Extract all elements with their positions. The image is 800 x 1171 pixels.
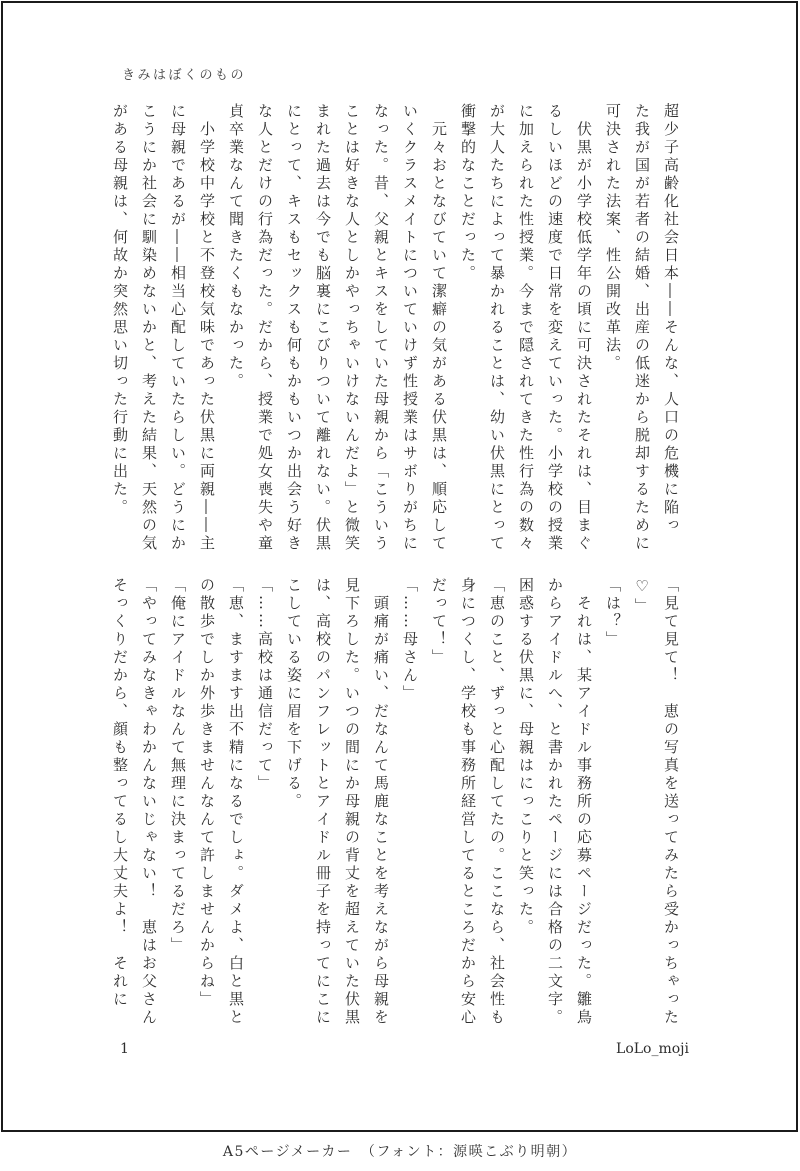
text-line: からアイドルへ、と書かれたページには合格の二文字。 <box>546 577 564 1027</box>
text-line: がある母親は、何故か突然思い切った行動に出た。 <box>111 103 129 517</box>
text-line: にとって、キスもセックスも何もかもいつか出会う好き <box>285 103 303 553</box>
text-line: それは、某アイドル事務所の応募ページだった。雛鳥 <box>575 577 593 1027</box>
caption-text: A5ページメーカー （フォント：源暎こぶり明朝） <box>222 1144 578 1160</box>
text-line: 「やってみなきゃわかんないじゃない！ 恵はお父さん <box>140 577 158 1027</box>
text-line: こうにか社会に馴染めないかと、考えた結果、天然の気 <box>140 103 158 553</box>
text-line: 身につくし、学校も事務所経営してるところだから安心 <box>459 577 477 1027</box>
page-frame <box>1 1 798 1132</box>
text-line: 困惑する伏黒に、母親はにっこりと笑った。 <box>517 577 535 937</box>
text-line: 「恵、ますます出不精になるでしょ。ダメよ、白と黒と <box>227 577 245 1027</box>
text-line: 元々おとなびていて潔癖の気がある伏黒は、順応して <box>430 103 448 553</box>
text-line: こしている姿に眉を下げる。 <box>285 577 303 811</box>
text-line: に加えられた性授業。今まで隠されてきた性行為の数々 <box>517 103 535 553</box>
text-line: は、高校のパンフレットとアイドル冊子を持ってにこに <box>314 577 332 1027</box>
text-line: るしいほどの速度で日常を変えていった。小学校の授業 <box>546 103 564 553</box>
text-line: 「恵のこと、ずっと心配してたの。ここなら、社会性も <box>488 577 506 1027</box>
text-line: 「俺にアイドルなんて無理に決まってるだろ」 <box>169 577 187 955</box>
text-block-lower <box>105 577 685 1031</box>
text-line: まれた過去は今でも脳裏にこびりついて離れない。伏黒 <box>314 103 332 553</box>
text-line: 「……母さん」 <box>401 577 419 703</box>
text-line: の散歩でしか外歩きませんなんて許しませんからね」 <box>198 577 216 1009</box>
text-line: そっくりだから、顔も整ってるし大丈夫よ！ それに <box>111 577 129 1009</box>
text-line: た我が国が若者の結婚、出産の低迷から脱却するために <box>633 103 651 553</box>
text-line: 伏黒が小学校低学年の頃に可決されたそれは、目まぐ <box>575 103 593 553</box>
text-block-upper <box>105 103 685 557</box>
caption-bar <box>0 1138 800 1171</box>
text-line: 超少子高齢化社会日本――そんな、人口の危機に陥っ <box>662 103 680 535</box>
running-header-title: きみはぼくのもの <box>122 68 247 83</box>
text-line: いくクラスメイトについていけず性授業はサボりがちに <box>401 103 419 553</box>
text-line: だって！」 <box>430 577 448 667</box>
text-line: 小学校中学校と不登校気味であった伏黒に両親――主 <box>198 103 216 553</box>
text-line: ことは好きな人としかやっちゃいけないんだよ」と微笑 <box>343 103 361 553</box>
author-credit: LoLo_moji <box>616 1041 689 1057</box>
page-number: 1 <box>120 1041 129 1057</box>
text-line: 貞卒業なんて聞きたくもなかった。 <box>227 103 245 391</box>
text-line: 衝撃的なことだった。 <box>459 103 477 283</box>
text-line: 「は？」 <box>604 577 622 649</box>
text-line: 「見て見て！ 恵の写真を送ってみたら受かっちゃった <box>662 577 680 1027</box>
text-line: ♡」 <box>633 577 651 616</box>
text-line: 「……高校は通信だって」 <box>256 577 274 793</box>
text-line: なった。昔、父親とキスをしていた母親から「こういう <box>372 103 390 553</box>
text-line: 見下ろした。いつの間にか母親の背丈を超えていた伏黒 <box>343 577 361 1027</box>
text-line: 頭痛が痛い、だなんて馬鹿なことを考えながら母親を <box>372 577 390 1027</box>
text-line: 可決された法案、性公開改革法。 <box>604 103 622 373</box>
text-line: な人とだけの行為だった。だから、授業で処女喪失や童 <box>256 103 274 553</box>
text-line: に母親であるが――相当心配していたらしい。どうにか <box>169 103 187 553</box>
text-line: が大人たちによって暴かれることは、幼い伏黒にとって <box>488 103 506 553</box>
